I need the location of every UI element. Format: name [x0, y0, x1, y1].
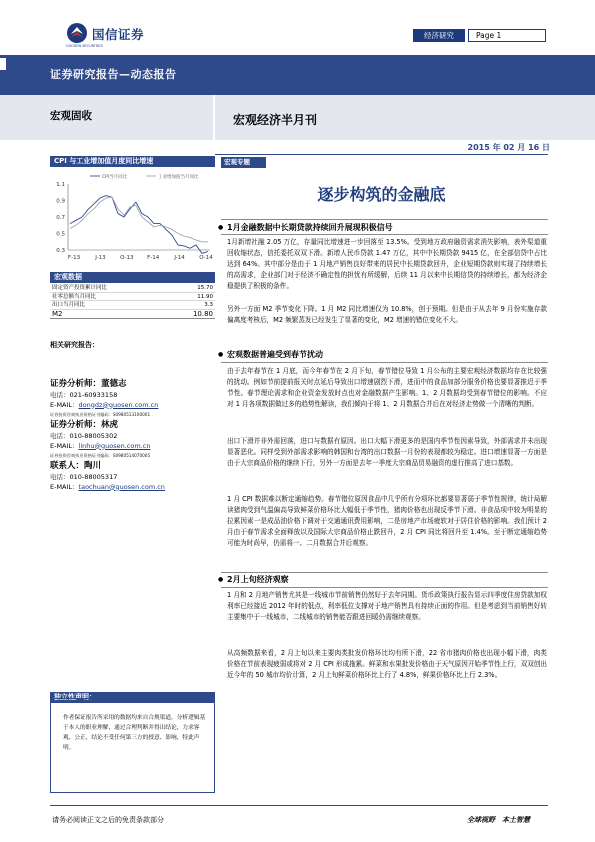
email-label: E-MAIL： — [50, 482, 79, 491]
logo-text: 国信证券 — [92, 27, 145, 42]
analyst-email-line — [50, 401, 215, 411]
y-tick-label: 0.3 — [56, 248, 65, 254]
table-row — [50, 293, 215, 302]
section-rule — [221, 362, 548, 363]
analyst-phone: 电话：010-88005317 — [50, 473, 118, 481]
band-marker — [0, 58, 6, 70]
doc-type-badge: 经济研究 — [413, 29, 465, 42]
guosen-logo-icon — [66, 22, 88, 44]
logo — [66, 20, 154, 48]
paragraph: 由于去年春节在 1 月底，而今年春节在 2 月下旬，春节错位导致 1 月公布的主要宏观经济数据均存在比较强的扰动。例如节前提前报关时点延后导致出口增速剧烈下滑，进而中的食品加部分服务价格也要显著推迟于季节性。春节理论需求和企业资金发放时点也对金融数据产生影响。1、2 月数据均受到春节错位的影响。不应对 1 月各项数据做过多的趋势性解读，我们倾向于将 1、2 月数据合并后在对经济走势做一个清晰的判断。 — [227, 367, 547, 408]
subject-tag: 宏观固收 — [50, 110, 92, 122]
x-tick-label: J-13 — [95, 255, 106, 261]
series-line — [70, 197, 208, 242]
slogan: 全球视野 本土智慧 — [467, 816, 530, 824]
section-title: ● 1月金融数据中长期贷款持续回升展现积极信号 — [227, 222, 393, 233]
analyst-name: 证券分析师：林虎 — [50, 420, 119, 430]
analyst-list — [50, 378, 215, 492]
x-tick-label: O-14 — [199, 255, 213, 261]
x-tick-label: F-14 — [147, 255, 160, 261]
date-rule — [215, 154, 548, 155]
row-label: 社零总额当月同比 — [52, 293, 97, 300]
row-label: M2 — [52, 309, 63, 318]
table-row — [50, 284, 215, 293]
analyst-email-line — [50, 442, 215, 452]
analyst-card — [50, 460, 215, 492]
paragraph: 1月新增社融 2.05 万亿，存量同比增速进一步回落至 13.5%。受到地方政府融资需求消失影响，表外渠道重回收缩状态，信托委托双双下滑。新增人民币贷款 1.47 万亿，其中中长期贷款 9415 亿，在全部信贷中占比达到 64%。其中部分是由于 1 月地产销售良好带来的居民中长期贷款回升，企业短期贷款则实现了持续增长的高需求，企业部门对于经济不确定性的担忧有所缓解，后续 11 月以来中长期信贷的持续增长，都为经济企稳提供了积极的条件。 — [227, 238, 547, 290]
section-title: ● 2月上旬经济观察 — [227, 574, 289, 585]
x-tick-label: J-14 — [174, 255, 185, 261]
row-value: 15.70 — [197, 285, 213, 291]
legend-label: CPI当月同比 — [102, 175, 128, 180]
y-tick-label: 0.7 — [56, 215, 65, 221]
analyst-certificate: 证券投资咨询执业资格证书编码：S0980514070005 — [50, 453, 151, 458]
row-label: 固定资产投资累计同比 — [52, 285, 108, 291]
analyst-email-link[interactable]: dongdz@guosen.com.cn — [78, 400, 159, 409]
analyst-name: 联系人：陶川 — [50, 461, 102, 471]
analyst-card — [50, 378, 215, 419]
report-date: 2015 年 02 月 16 日 — [467, 143, 550, 152]
paragraph: 出口下滑并非外需回落，进口与数据有原因。出口大幅下滑更多的是国内季节性因素导致，外部需求并未出现显著恶化。同样受到外部需求影响的韩国和台湾的出口数据一月份的表现都较为稳定。进口增速显著一方面是由于大宗商品价格的继续下行，另外一方面是去年一季度大宗商品贸易融资的虚行推高了进口基数。 — [227, 437, 547, 467]
x-tick-label: F-13 — [67, 255, 81, 261]
section-rule — [221, 587, 548, 588]
logo-subtext: GUOSEN SECURITIES — [66, 44, 103, 48]
legend-label: 工业增加值当月同比 — [158, 175, 199, 180]
cpi-industry-chart — [50, 168, 215, 268]
email-label: E-MAIL： — [50, 400, 79, 409]
paragraph: 从高频数据来看，2 月上旬以来主要肉类批发价格环比均有所下滑，22 省市猪肉价格也出现小幅下滑，肉类价格在节前表现疲弱或将对 2 月 CPI 形成拖累。鲜菜和水果批发价格由于天气原因开始季节性上行，双双创出近今年的 50 城市均价计算，2 月上旬鲜菜价格环比上行了 4.8%，鲜果价格环比上行 2.3%。 — [227, 649, 547, 679]
analyst-certificate: 证券投资咨询执业资格证书编码：S0980513100001 — [50, 412, 151, 417]
topic-tag: 宏观专题 — [221, 157, 266, 168]
analyst-email-line — [50, 483, 215, 493]
x-tick-label: O-13 — [120, 255, 134, 261]
analyst-name: 证券分析师：董德志 — [50, 379, 127, 389]
footer-rule — [50, 805, 548, 806]
section-title: ● 宏观数据普遍受到春节扰动 — [227, 349, 323, 360]
section-rule — [221, 572, 548, 573]
row-value: 11.90 — [197, 293, 213, 300]
chart-svg — [50, 168, 215, 268]
disclaimer-note: 请务必阅读正文之后的免责条款部分 — [52, 816, 164, 824]
paragraph: 1 月 CPI 数据难以断定通缩趋势。春节错位原因食品中几乎所有分项环比都要显著弱于季节性规律，统计局解读猪肉受到气温偏高导致鲜菜价格环比大幅低于季节性，猪肉价格也出现反季节下滑。非食品项中较为明显的拉累因素一是成品油价格下调对于交通通讯费用影响，二是房地产市场疲软对于居住价格的影响。我们预计 2 月由于春节需求全面释放以及国际大宗商品价格止跌回升，2 月 CPI 同比将回升至 1.4%。至于断定通缩趋势可能为时尚早，仍需将一、二月数据合并后观察。 — [227, 495, 547, 547]
analyst-phone: 电话：021-60933158 — [50, 391, 118, 399]
macro-data-header: 宏观数据 — [50, 272, 215, 283]
series-line — [70, 196, 208, 254]
macro-data-table — [50, 284, 215, 319]
table-row — [50, 301, 215, 310]
row-value: 10.80 — [192, 309, 213, 318]
section-rule — [221, 219, 548, 220]
analyst-email-link[interactable]: taochuan@guosen.com.cn — [78, 482, 165, 491]
paragraph: 另外一方面 M2 季节变化下降。1 月 M2 同比增速仅为 10.8%，创于预期。但是由于从去年 9 月份实施存款偏离度考核后，M2 频繁蒸发已经发生了显著的变化，M2 增速的错位变化不大。 — [227, 305, 547, 324]
paragraph: 1 月和 2 月地产销售尤其是一线城市节前销售仍然好于去年同期。货币政策执行报告显示四季度住房贷款加权利率已经接近 2012 年时的低点，利率低位支撑对于地产销售具有持续正面的作用。但是考虑到当前销售好转主要集中于一线城市，二线城市的销售能否跟进回暖仍需继续观察。 — [227, 591, 547, 621]
chart-section-header: CPI 与工业增加值月度同比增速 — [50, 156, 215, 167]
y-tick-label: 0.9 — [56, 198, 65, 205]
analyst-email-link[interactable]: linhu@guosen.com.cn — [78, 441, 151, 450]
email-label: E-MAIL： — [50, 441, 79, 450]
table-row — [50, 310, 215, 319]
section-rule — [221, 234, 548, 235]
analyst-phone: 电话：010-88005302 — [50, 432, 118, 440]
y-tick-label: 0.5 — [56, 231, 65, 238]
row-value: 3.3 — [204, 302, 213, 308]
main-title: 逐步构筑的金融底 — [317, 185, 446, 204]
declaration-text: 作者保证报告所采用的数据均来自合规渠道，分析逻辑基于本人的职业理解，通过合理判断并得出结论，力求客观、公正，结论不受任何第三方的授意、影响，特此声明。 — [63, 715, 206, 751]
analyst-card — [50, 419, 215, 460]
report-category: 证券研究报告—动态报告 — [50, 68, 177, 81]
related-reports-label: 相关研究报告： — [50, 341, 99, 349]
page-number: Page 1 — [468, 29, 546, 42]
declaration-header: 独立性声明： — [50, 692, 215, 703]
report-series-title: 宏观经济半月刊 — [233, 113, 318, 127]
y-tick-label: 1.1 — [56, 182, 65, 188]
subject-divider — [213, 95, 215, 140]
row-label: 出口当月同比 — [52, 302, 86, 308]
